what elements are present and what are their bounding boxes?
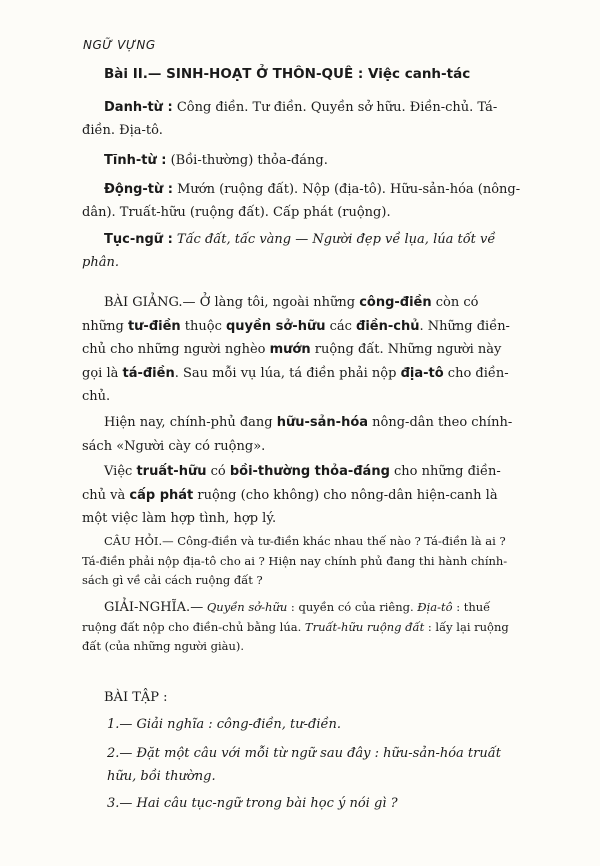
term: Quyền sở-hữu xyxy=(206,600,288,614)
key-term: bồi-thường thỏa-đáng xyxy=(229,464,390,479)
key-term: cấp phát xyxy=(129,487,194,503)
key-term: điền-chủ xyxy=(356,318,420,334)
key-term: địa-tô xyxy=(400,365,444,381)
vocab-danh-tu xyxy=(82,96,524,142)
vocab-tuc-ngu xyxy=(82,228,524,274)
key-term: mướn xyxy=(269,342,311,357)
lesson-paragraph-1: BÀI GIẢNG.— Ở làng tôi, ngoài những công-điền còn có những tư-điền thuộc quyền sở-hữu các điền-chủ. Những điền-chủ cho những người nghèo mướn ruộng đất. Những người này gọi là tá-điền. Sau mỗi vụ lúa, tá điền phải nộp địa-tô cho điền-chủ. xyxy=(82,295,510,404)
key-term: hữu-sản-hóa xyxy=(276,415,369,430)
vocab-dong-tu xyxy=(82,178,524,224)
lesson-paragraph-3: Việc truất-hữu có bồi-thường thỏa-đáng cho những điền-chủ và cấp phát ruộng (cho không) cho nông-dân hiện-canh là một việc làm hợp tình, hợp lý. xyxy=(82,464,501,526)
explanation-label: GIẢI-NGHĨA.— xyxy=(104,600,204,615)
questions-text: Công-điền và tư-điền khác nhau thế nào ? Tá-điền là ai ? Tá-điền phải nộp địa-tô cho ai ? Hiện nay chính phủ đang thi hành chính-sách gì về cải cách ruộng đất ? xyxy=(82,534,508,587)
key-term: quyền sở-hữu xyxy=(226,318,326,334)
vocab-text: Công điền. Tư điền. Quyền sở hữu. Điền-chủ. Tá-điền. Địa-tô. xyxy=(82,100,498,138)
vocab-label: Danh-từ : xyxy=(104,100,173,115)
vocab-label: Động-từ : xyxy=(104,182,173,197)
exercise-item: 2.— Đặt một câu với mỗi từ ngữ sau đây : hữu-sản-hóa truất hữu, bồi thường. xyxy=(107,746,501,784)
key-term: tá-điền xyxy=(122,365,175,381)
vocab-label: Tục-ngữ : xyxy=(104,232,173,247)
key-term: công-điền xyxy=(359,295,432,310)
key-term: tư-điền xyxy=(127,318,181,334)
vocab-tinh-tu xyxy=(82,149,524,172)
key-term: truất-hữu xyxy=(136,464,207,479)
questions-label: CÂU HỎI.— xyxy=(104,534,174,548)
explanation: GIẢI-NGHĨA.— Quyền sở-hữu : quyền có của riêng. Địa-tô : thuế ruộng đất nộp cho điền-chủ bằng lúa. Truất-hữu ruộng đất : lấy lại ruộng đất (của những người giàu). xyxy=(82,600,509,653)
vocab-text: Tấc đất, tấc vàng — Người đẹp về lụa, lúa tốt về phân. xyxy=(82,232,496,270)
questions xyxy=(82,532,524,591)
lesson-paragraph-2: Hiện nay, chính-phủ đang hữu-sản-hóa nông-dân theo chính-sách «Người cày có ruộng». xyxy=(82,415,513,454)
vocab-label: Tĩnh-từ : xyxy=(104,153,167,168)
section-header: NGỮ VỰNG xyxy=(83,38,156,52)
vocab-text: Mướn (ruộng đất). Nộp (địa-tô). Hữu-sản-hóa (nông-dân). Truất-hữu (ruộng đất). Cấp phát (ruộng). xyxy=(82,182,521,220)
lesson-title: Bài II.— SINH-HOẠT Ở THÔN-QUÊ : Việc canh-tác xyxy=(104,66,471,82)
vocab-text: (Bồi-thường) thỏa-đáng. xyxy=(170,153,328,168)
exercise-item: 1.— Giải nghĩa : công-điền, tư-điền. xyxy=(107,717,342,732)
lesson-label: BÀI GIẢNG.— xyxy=(104,295,196,310)
term: Địa-tô xyxy=(417,600,453,614)
exercises-heading: BÀI TẬP : xyxy=(104,690,168,705)
term: Truất-hữu ruộng đất xyxy=(304,619,425,634)
exercise-item: 3.— Hai câu tục-ngữ trong bài học ý nói gì ? xyxy=(107,796,398,811)
